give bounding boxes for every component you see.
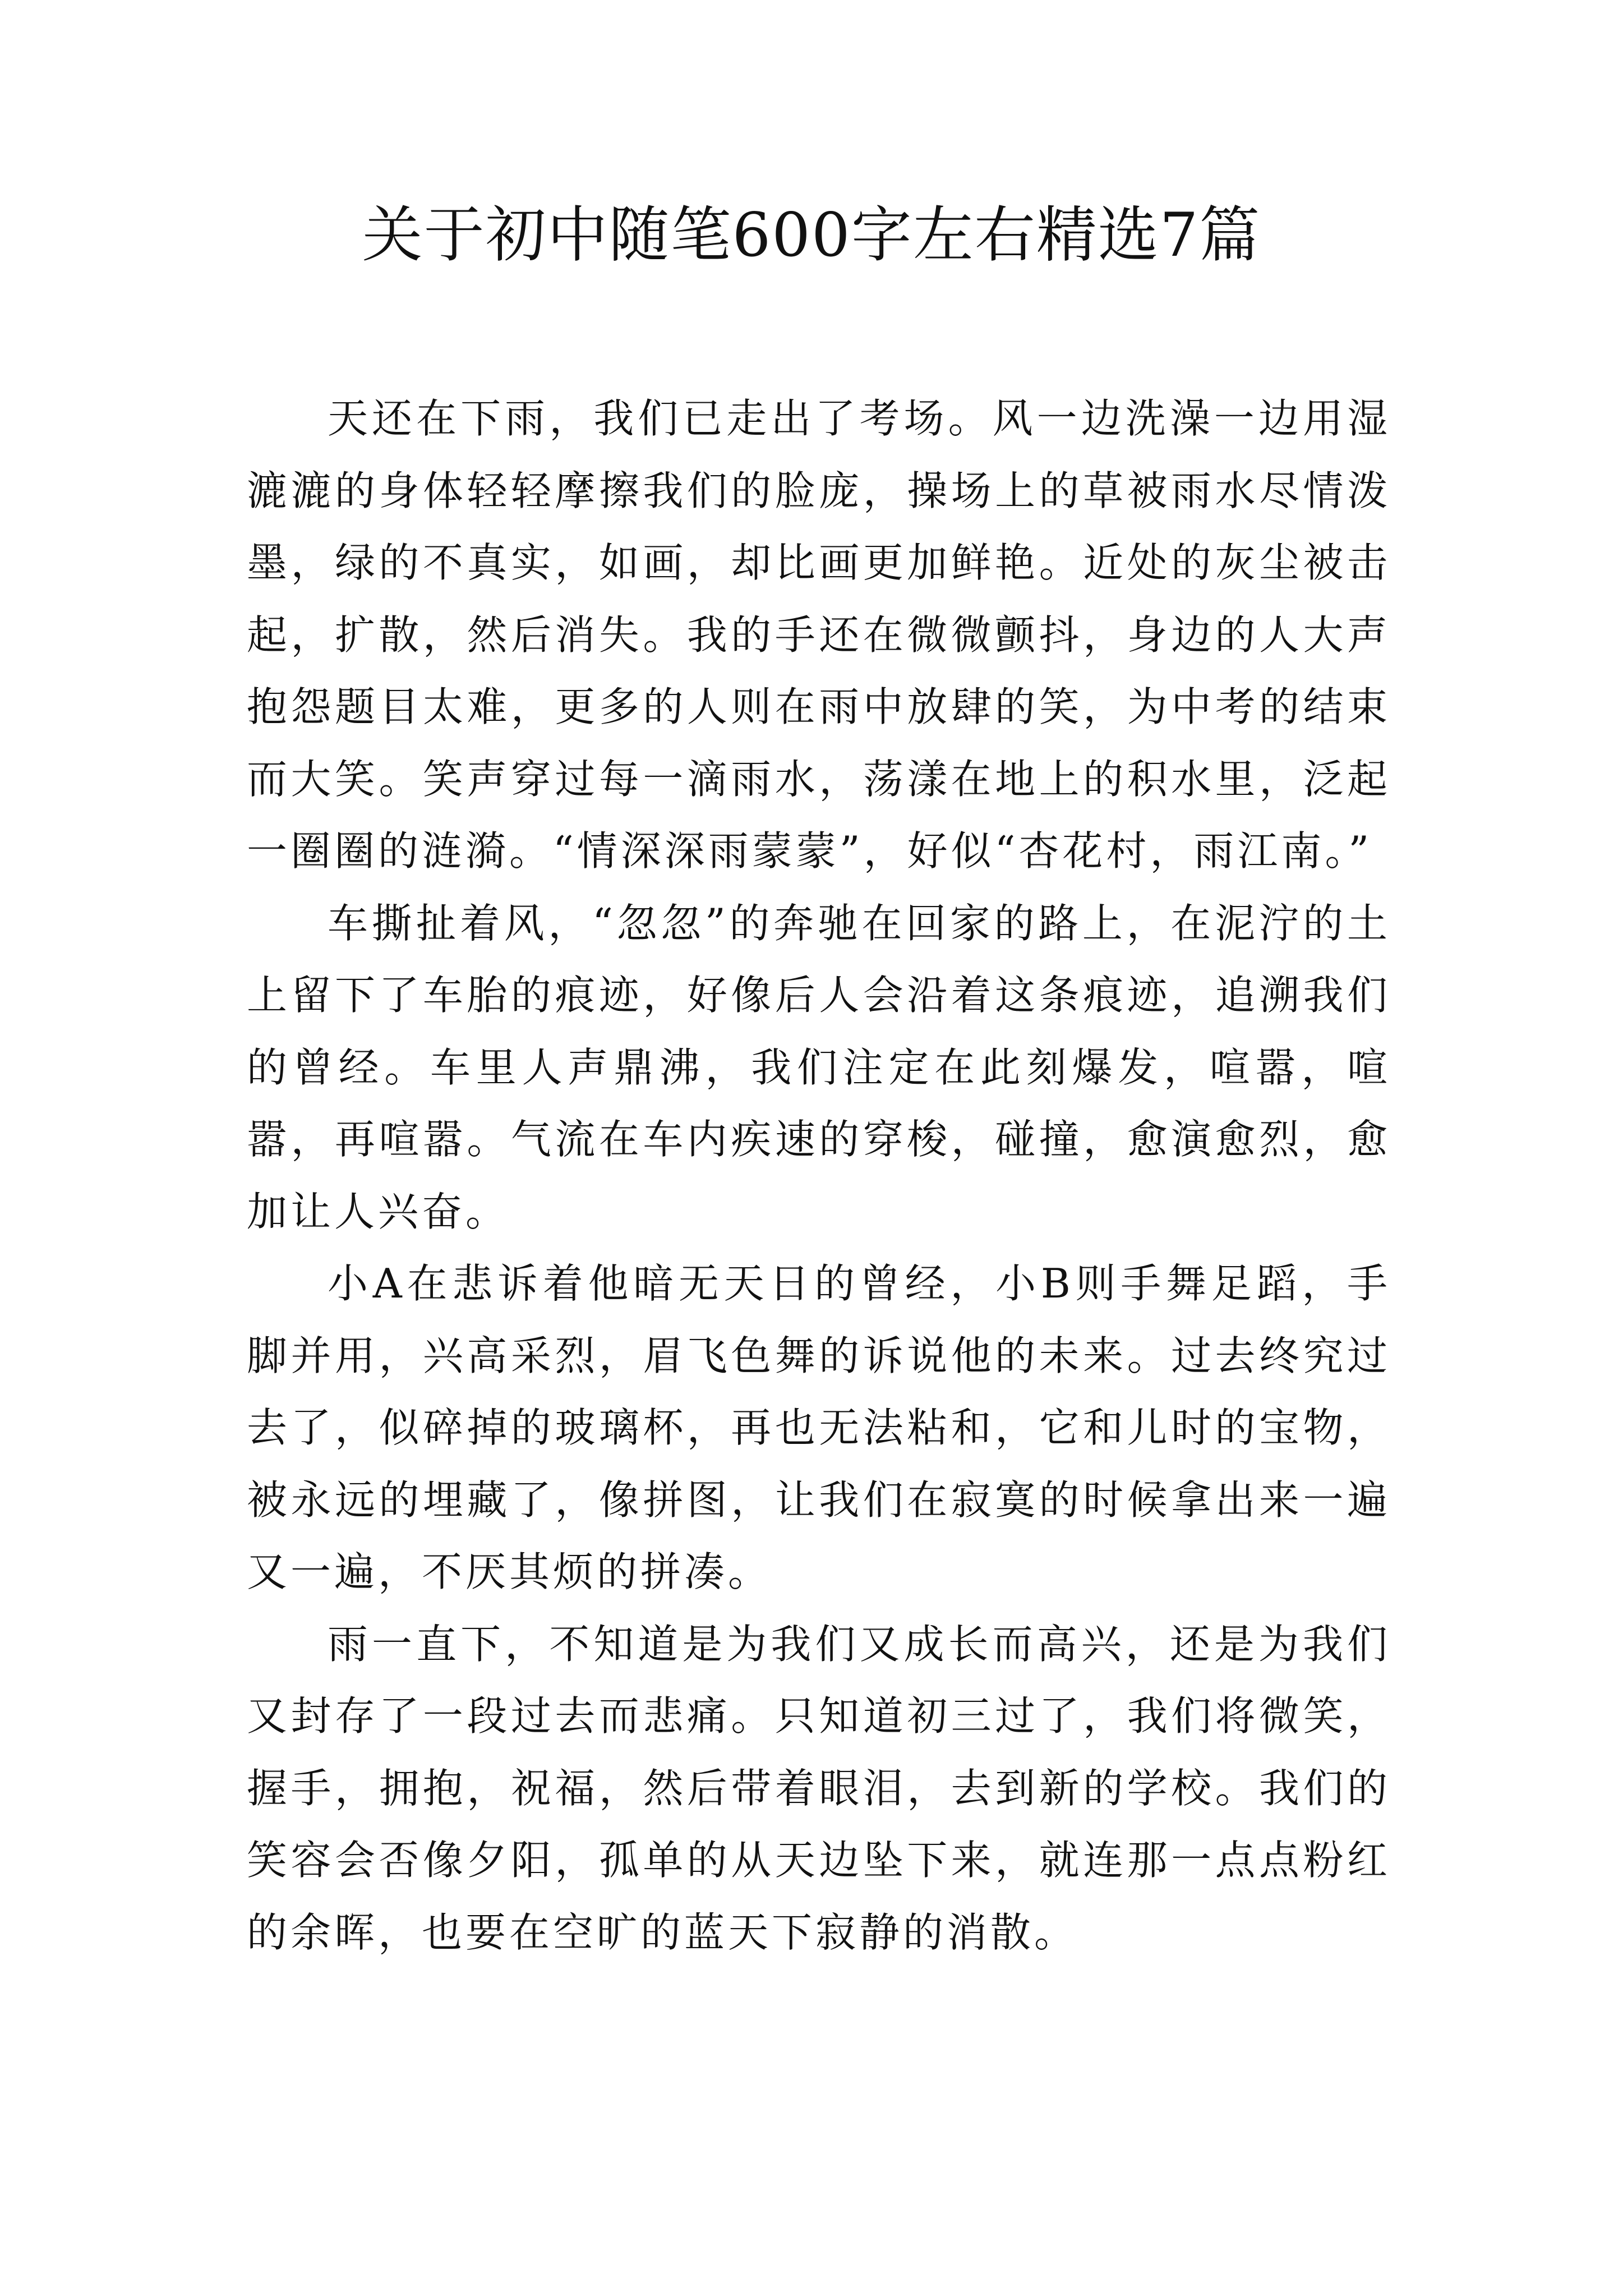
document-title: 关于初中随笔600字左右精选7篇 [362,200,1261,270]
document-body [247,383,1391,1968]
paragraph: 天还在下雨，我们已走出了考场。风一边洗澡一边用湿漉漉的身体轻轻摩擦我们的脸庞，操场上的草被雨水尽情泼墨，绿的不真实，如画，却比画更加鲜艳。近处的灰尘被击起，扩散，然后消失。我的手还在微微颤抖，身边的人大声抱怨题目太难，更多的人则在雨中放肆的笑，为中考的结束而大笑。笑声穿过每一滴雨水，荡漾在地上的积水里，泛起一圈圈的涟漪。“情深深雨蒙蒙”，好似“杏花村，雨江南。” [247,395,1391,875]
paragraph: 小A在悲诉着他暗无天日的曾经，小B则手舞足蹈，手脚并用，兴高采烈，眉飞色舞的诉说他的未来。过去终究过去了，似碎掉的玻璃杯，再也无法粘和，它和儿时的宝物，被永远的埋藏了，像拼图，让我们在寂寞的时候拿出来一遍又一遍，不厌其烦的拼凑。 [247,1260,1391,1595]
paragraph: 雨一直下，不知道是为我们又成长而高兴，还是为我们又封存了一段过去而悲痛。只知道初三过了，我们将微笑，握手，拥抱，祝福，然后带着眼泪，去到新的学校。我们的笑容会否像夕阳，孤单的从天边坠下来，就连那一点点粉红的余晖，也要在空旷的蓝天下寂静的消散。 [247,1620,1391,1956]
paragraph: 车撕扯着风，“忽忽”的奔驰在回家的路上，在泥泞的土上留下了车胎的痕迹，好像后人会沿着这条痕迹，追溯我们的曾经。车里人声鼎沸，我们注定在此刻爆发，喧嚣，喧嚣，再喧嚣。气流在车内疾速的穿梭，碰撞，愈演愈烈，愈加让人兴奋。 [247,899,1391,1235]
